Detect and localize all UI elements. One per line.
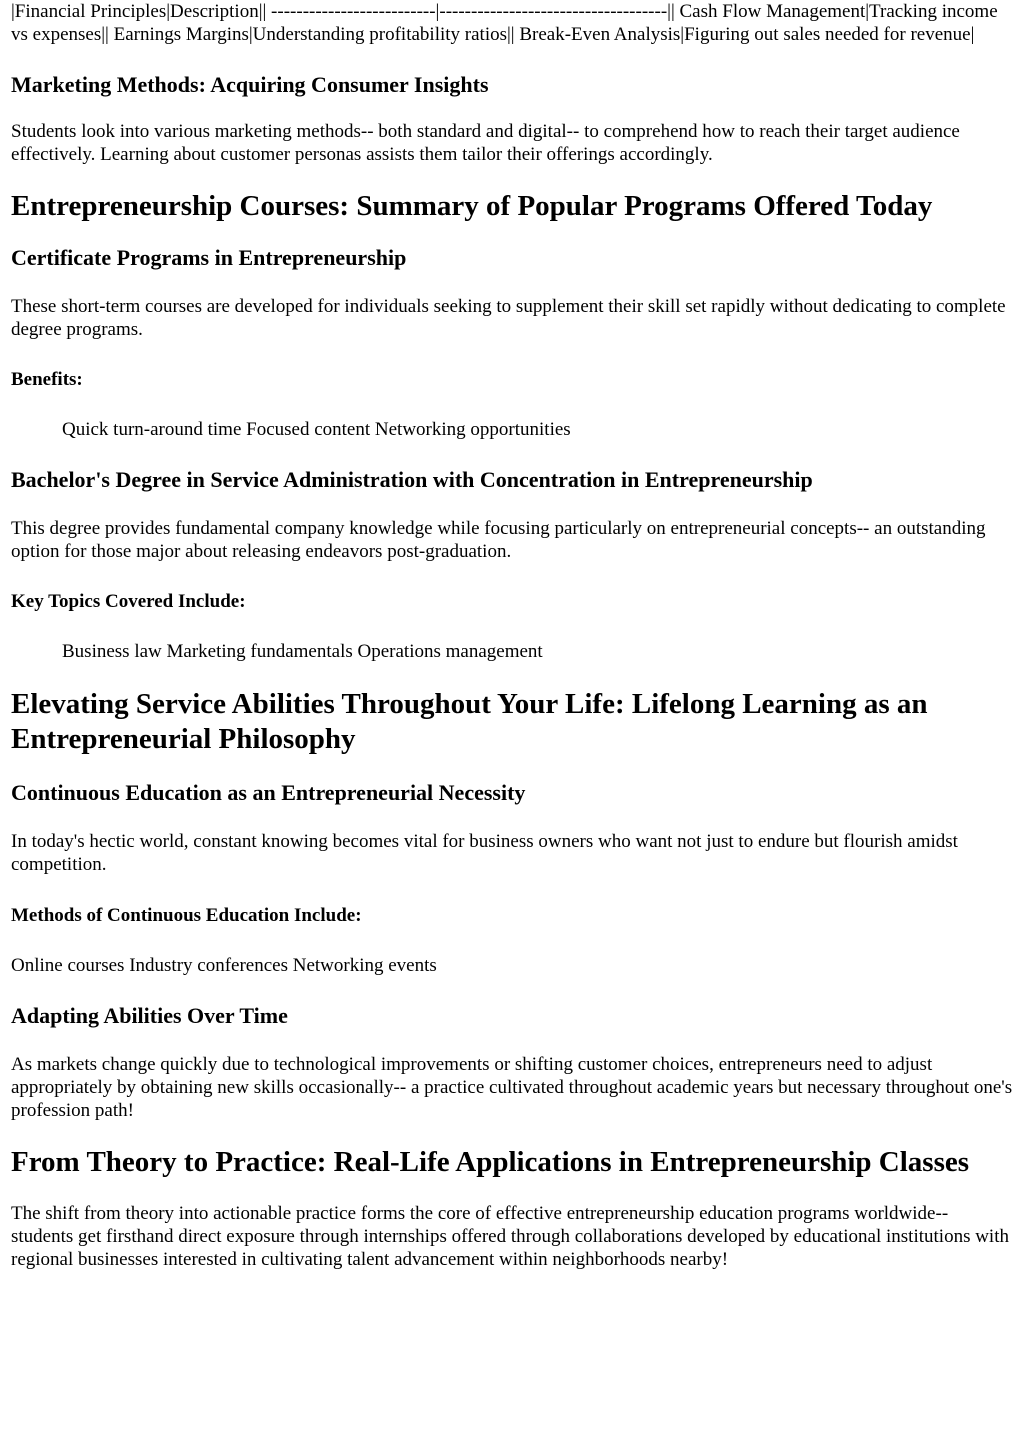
marketing-heading: Marketing Methods: Acquiring Consumer Insights [11, 72, 489, 97]
benefits-list: Quick turn-around time Focused content Networking opportunities [62, 419, 571, 440]
theory-heading: From Theory to Practice: Real-Life Applications in Entrepreneurship Classes [11, 1146, 970, 1178]
courses-heading: Entrepreneurship Courses: Summary of Popular Programs Offered Today [11, 190, 933, 222]
continuous-heading: Continuous Education as an Entrepreneurial Necessity [11, 780, 526, 805]
continuous-paragraph: In today's hectic world, constant knowing becomes vital for business owners who want not just to endure but flourish amidst competition. [11, 831, 958, 875]
financial-principles-table-text: |Financial Principles|Description|| --------------------------|------------------------------------|| Cash Flow Management|Tracking income vs expenses|| Earnings Margins|Understanding profitability ratios|| Break-Even Analysis|Figuring out sales needed for revenue| [11, 1, 998, 45]
certificate-heading: Certificate Programs in Entrepreneurship [11, 245, 407, 270]
certificate-paragraph: These short-term courses are developed for individuals seeking to supplement their skill set rapidly without dedicating to complete degree programs. [11, 296, 1006, 340]
theory-paragraph: The shift from theory into actionable practice forms the core of effective entrepreneurship education programs worldwide-- students get firsthand direct exposure through internships offered through collaborations developed by educational institutions with regional businesses interested in cultivating talent advancement within neighborhoods nearby! [11, 1203, 1009, 1270]
bachelor-paragraph: This degree provides fundamental company knowledge while focusing particularly on entrepreneurial concepts-- an outstanding option for those major about releasing endeavors post-graduation. [11, 518, 986, 562]
benefits-label: Benefits: [11, 369, 83, 390]
adapting-paragraph: As markets change quickly due to technological improvements or shifting customer choices, entrepreneurs need to adjust appropriately by obtaining new skills occasionally-- a practice cultivated throughout academic years but necessary throughout one's profession path! [11, 1054, 1013, 1121]
topics-label: Key Topics Covered Include: [11, 591, 246, 612]
topics-list: Business law Marketing fundamentals Operations management [62, 641, 543, 662]
marketing-paragraph: Students look into various marketing methods-- both standard and digital-- to comprehend how to reach their target audience effectively. Learning about customer personas assists them tailor their offerings accordingly. [11, 121, 960, 165]
methods-label: Methods of Continuous Education Include: [11, 905, 362, 926]
lifelong-heading: Elevating Service Abilities Throughout Your Life: Lifelong Learning as an Entrepreneurial Philosophy [11, 688, 928, 755]
adapting-heading: Adapting Abilities Over Time [11, 1003, 288, 1028]
bachelor-heading: Bachelor's Degree in Service Administration with Concentration in Entrepreneurship [11, 467, 813, 492]
methods-list: Online courses Industry conferences Networking events [11, 955, 437, 976]
